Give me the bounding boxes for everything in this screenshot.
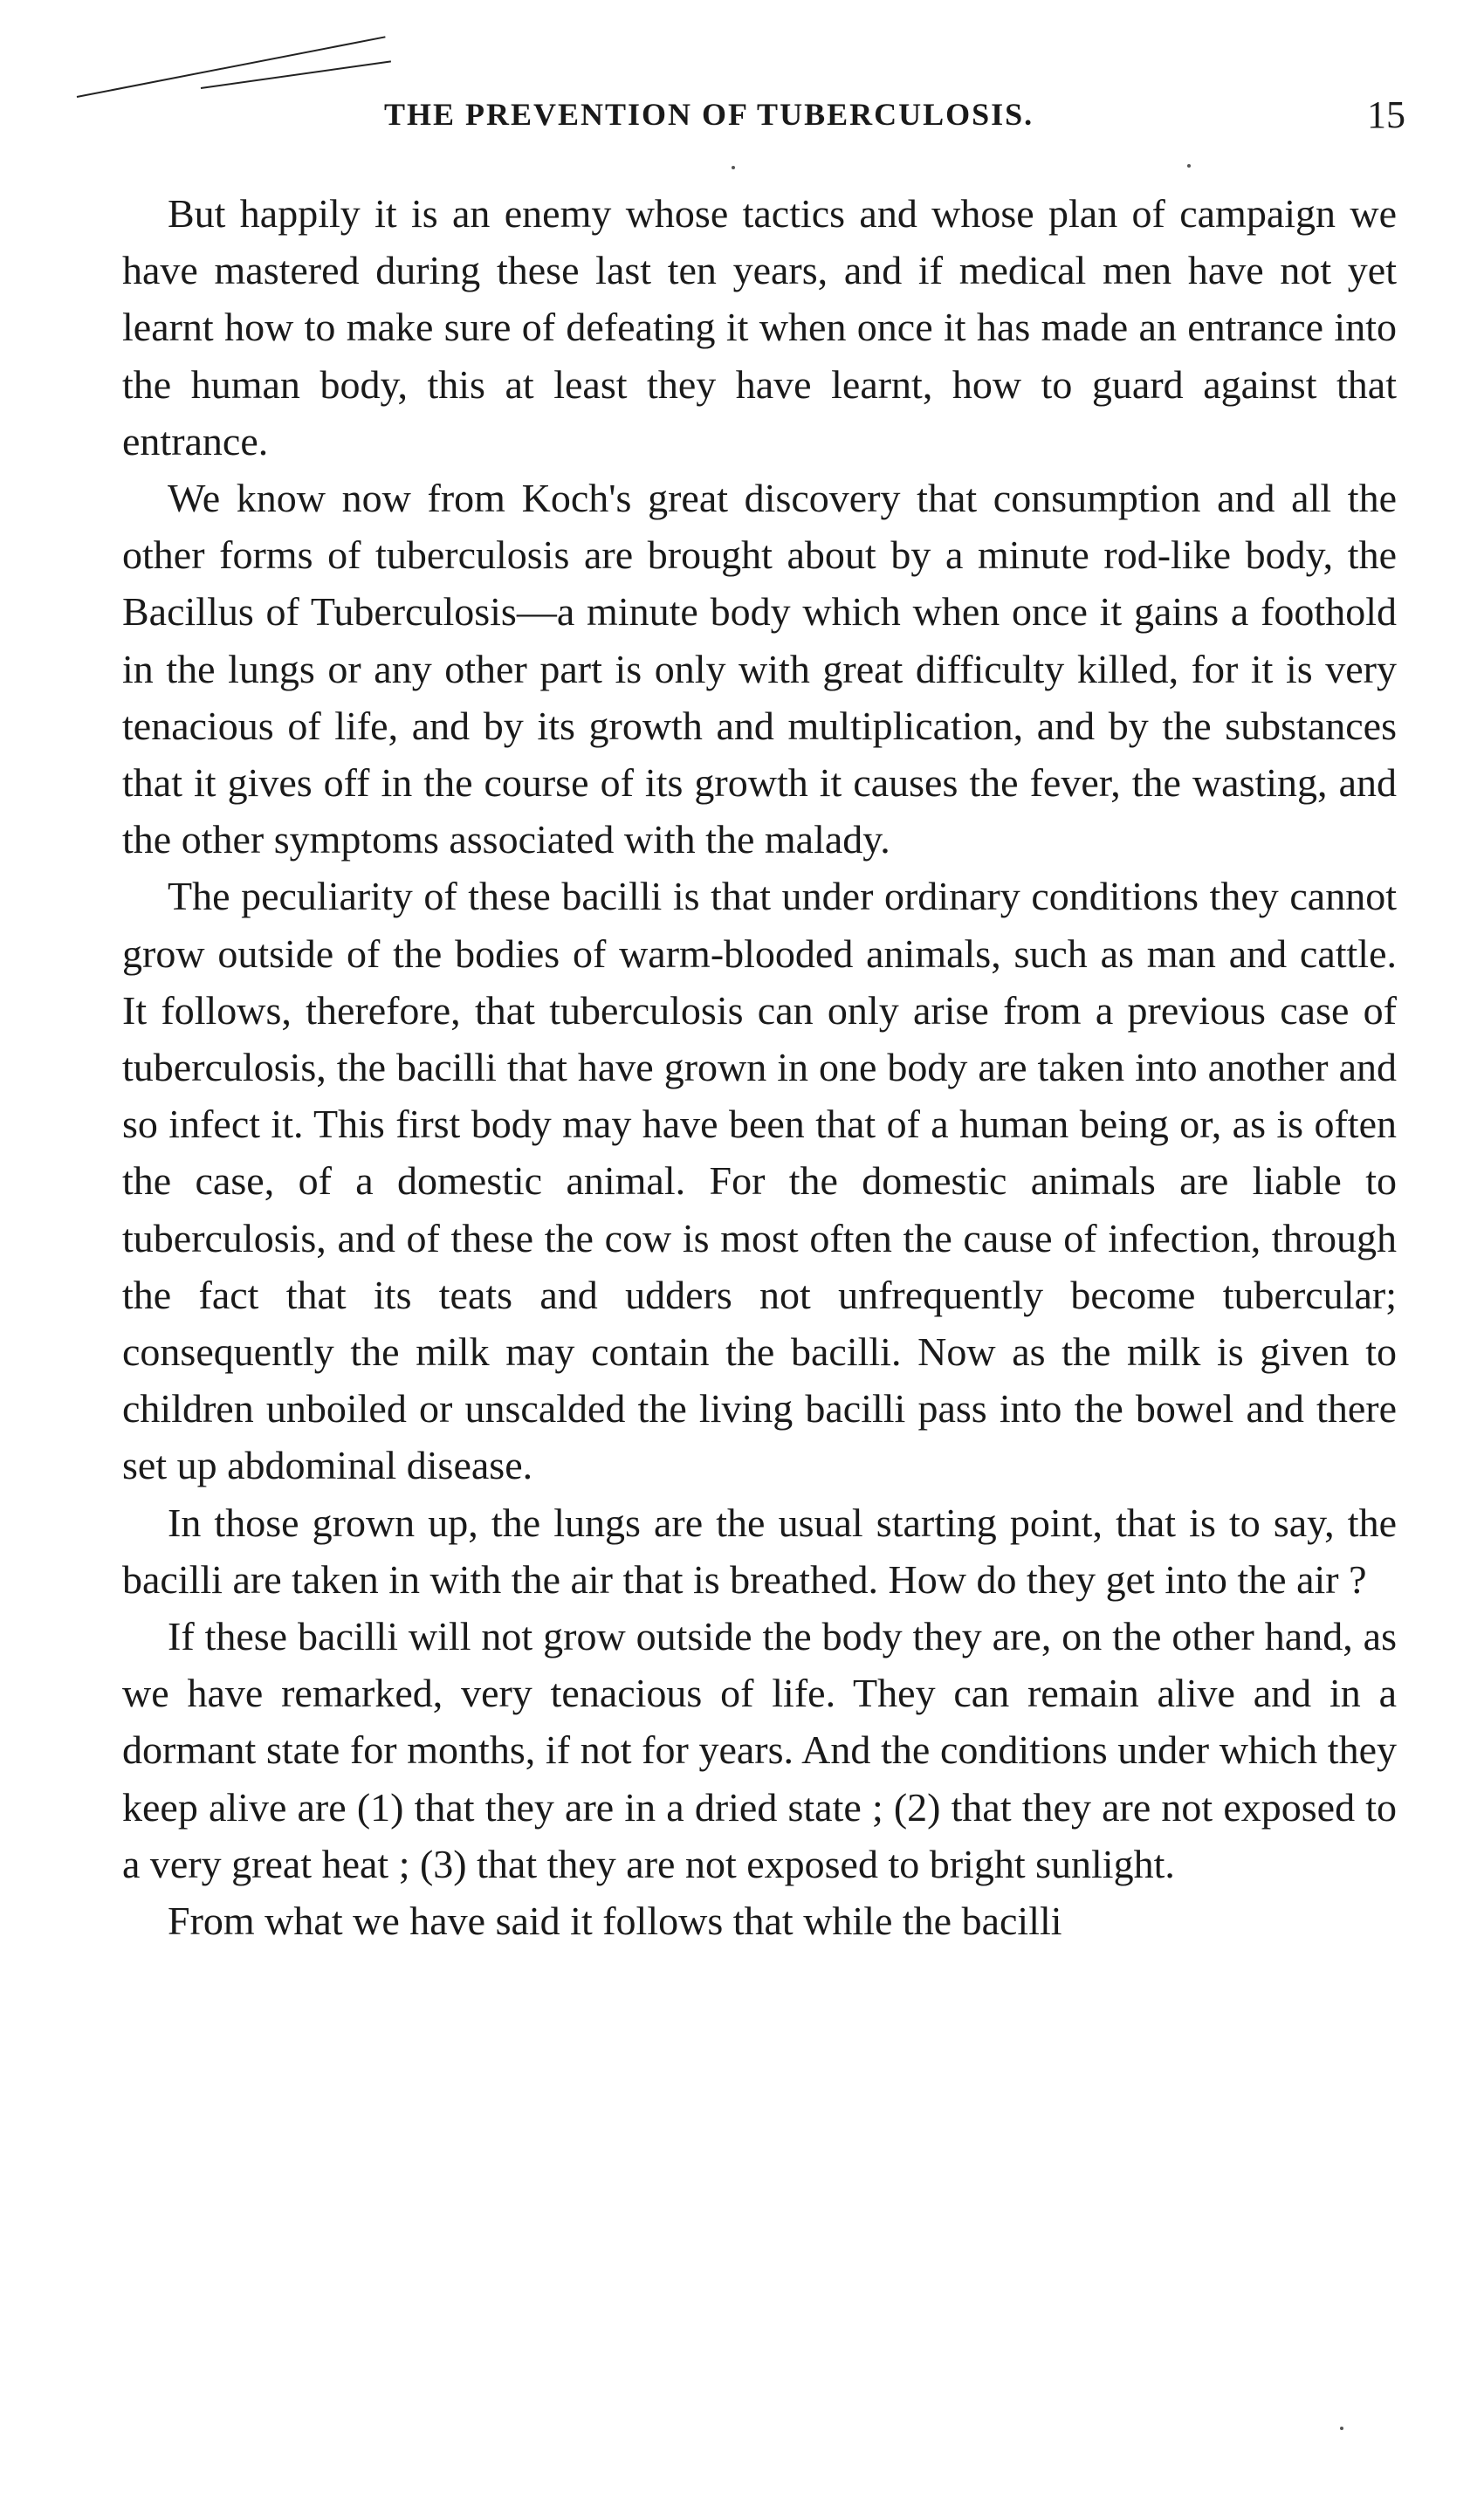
paragraph: From what we have said it follows that while the bacilli bbox=[168, 1899, 1062, 1944]
page-number: 15 bbox=[1367, 93, 1405, 136]
paper-speck bbox=[1340, 2427, 1343, 2430]
paragraph: In those grown up, the lungs are the usual starting point, that is to say, the bacilli are taken in with the air that is breathed. How do they get into the air ? bbox=[122, 1500, 1397, 1602]
running-head: THE PREVENTION OF TUBERCULOSIS. bbox=[384, 97, 1034, 132]
paragraph: We know now from Koch's great discovery that consumption and all the other forms of tuberculosis are brought about by a minute rod-like body, the Bacillus of Tuberculosis—a minute body which when once it gains a foothold in the lungs or any other part is only with great difficulty killed, for it is very tenacious of life, and by its growth and multiplication, and by the substances that it gives off in the course of its growth it causes the fever, the wasting, and the other symptoms associated with the malady. bbox=[122, 476, 1397, 862]
paragraph: But happily it is an enemy whose tactics and whose plan of campaign we have mastered during these last ten years, and if medical men have not yet learnt how to make sure of defeating it when once it has made an entrance into the human body, this at least they have learnt, how to guard against that entrance. bbox=[122, 191, 1397, 463]
body-text bbox=[122, 185, 1397, 1949]
header-pen-stroke bbox=[201, 60, 391, 89]
paper-speck bbox=[1187, 164, 1191, 168]
paragraph: If these bacilli will not grow outside the body they are, on the other hand, as we have remarked, very tenacious of life. They can remain alive and in a dormant state for months, if not for years. And the conditions under which they keep alive are (1) that they are in a dried state ; (2) that they are not exposed to a very great heat ; (3) that they are not exposed to bright sunlight. bbox=[122, 1614, 1397, 1886]
paper-speck bbox=[732, 166, 735, 169]
paragraph: The peculiarity of these bacilli is that under ordinary conditions they cannot grow outside of the bodies of warm-blooded animals, such as man and cattle. It follows, therefore, that tuberculosis can only arise from a previous case of tuberculosis, the bacilli that have grown in one body are taken into another and so infect it. This first body may have been that of a human being or, as is often the case, of a domestic animal. For the domestic animals are liable to tuberculosis, and of these the cow is most often the cause of infection, through the fact that its teats and udders not unfrequently become tubercular; consequently the milk may contain the bacilli. Now as the milk is given to children unboiled or unscalded the living bacilli pass into the bowel and there set up abdominal disease. bbox=[122, 874, 1397, 1488]
